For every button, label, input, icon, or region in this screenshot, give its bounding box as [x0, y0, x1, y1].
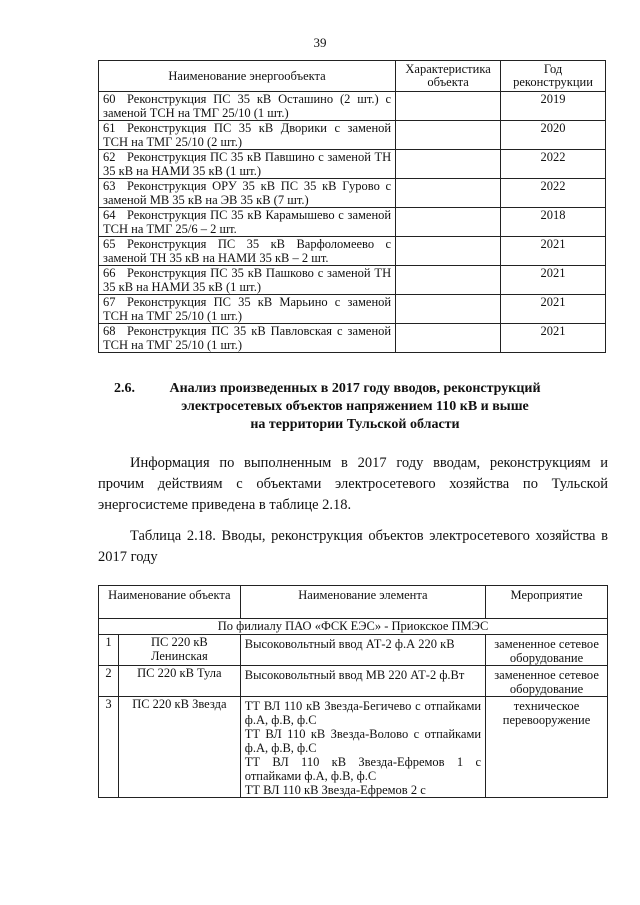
table-row	[99, 237, 606, 266]
year-cell: 2021	[501, 266, 606, 295]
element-line: ТТ ВЛ 110 кВ Звезда-Бегичево с отпайками ф.А, ф.В, ф.С	[244, 699, 482, 727]
header-year: Год реконструкции	[501, 61, 606, 92]
table-row	[99, 121, 606, 150]
table-caption: Таблица 2.18. Вводы, реконструкция объектов электросетевого хозяйства в 2017 году	[98, 528, 608, 565]
action-cell: техническое перевооружение	[486, 697, 608, 798]
characteristic-cell	[396, 179, 501, 208]
row-number: 62	[103, 150, 116, 164]
characteristic-cell	[396, 208, 501, 237]
element-line: Высоковольтный ввод АТ-2 ф.А 220 кВ	[244, 637, 455, 651]
header-action: Мероприятие	[486, 586, 608, 619]
table-row	[99, 324, 606, 353]
characteristic-cell	[396, 295, 501, 324]
row-number: 65	[103, 237, 116, 251]
object-name-cell: ПС 220 кВ Ленинская	[118, 635, 240, 666]
object-name-cell: ПС 220 кВ Тула	[118, 666, 240, 697]
table-row	[99, 150, 606, 179]
row-number: 66	[103, 266, 116, 280]
row-number: 64	[103, 208, 116, 222]
object-name: Реконструкция ПС 35 кВ Карамышево с заменой ТСН на ТМГ 25/6 – 2 шт.	[103, 208, 392, 236]
year-cell: 2021	[501, 324, 606, 353]
inputs-table	[98, 585, 608, 798]
row-number: 1	[99, 635, 119, 666]
body-paragraph: Информация по выполненным в 2017 году вводам, реконструкциям и прочим действиям с объектами электросетевого хозяйства по Тульской энергосистеме приведена в таблице 2.18.	[98, 455, 608, 513]
element-cell	[240, 635, 485, 666]
section-heading	[100, 380, 610, 434]
object-name-cell	[99, 324, 396, 353]
table-row	[99, 697, 608, 798]
year-cell: 2022	[501, 150, 606, 179]
element-line: ТТ ВЛ 110 кВ Звезда-Волово с отпайками ф.А, ф.В, ф.С	[244, 727, 482, 755]
row-number: 67	[103, 295, 116, 309]
header-characteristic: Характеристика объекта	[396, 61, 501, 92]
section-title-line2: электросетевых объектов напряжением 110 кВ и выше	[181, 399, 529, 414]
row-number: 61	[103, 121, 116, 135]
element-line: ТТ ВЛ 110 кВ Звезда-Ефремов 1 с отпайками ф.А, ф.В, ф.С	[244, 755, 482, 783]
object-name-cell	[99, 295, 396, 324]
action-cell: замененное сетевое оборудование	[486, 666, 608, 697]
characteristic-cell	[396, 150, 501, 179]
object-name: Реконструкция ПС 35 кВ Павловская с заменой ТСН на ТМГ 25/10 (1 шт.)	[103, 324, 392, 352]
year-cell: 2021	[501, 295, 606, 324]
year-cell: 2020	[501, 121, 606, 150]
object-name: Реконструкция ПС 35 кВ Марьино с заменой ТСН на ТМГ 25/10 (1 шт.)	[103, 295, 392, 323]
year-cell: 2021	[501, 237, 606, 266]
element-line: ТТ ВЛ 110 кВ Звезда-Ефремов 2 с	[244, 783, 426, 797]
year-cell: 2018	[501, 208, 606, 237]
year-cell: 2022	[501, 179, 606, 208]
object-name-cell	[99, 121, 396, 150]
branch-subheader: По филиалу ПАО «ФСК ЕЭС» - Приокское ПМЭС	[99, 619, 608, 635]
table-row	[99, 666, 608, 697]
object-name-cell	[99, 237, 396, 266]
object-name-cell: ПС 220 кВ Звезда	[118, 697, 240, 798]
object-name-cell	[99, 266, 396, 295]
section-number: 2.6.	[114, 381, 135, 396]
table-row	[99, 179, 606, 208]
year-cell: 2019	[501, 92, 606, 121]
page-number: 39	[313, 35, 327, 50]
element-cell	[240, 697, 485, 798]
element-cell	[240, 666, 485, 697]
row-number: 2	[99, 666, 119, 697]
object-name: Реконструкция ПС 35 кВ Пашково с заменой ТН 35 кВ на НАМИ 35 кВ (1 шт.)	[103, 266, 392, 294]
header-element: Наименование элемента	[240, 586, 485, 619]
action-cell: замененное сетевое оборудование	[486, 635, 608, 666]
table-row	[99, 92, 606, 121]
row-number: 60	[103, 92, 116, 106]
characteristic-cell	[396, 237, 501, 266]
header-object-name: Наименование энергообъекта	[99, 61, 396, 92]
object-name: Реконструкция ОРУ 35 кВ ПС 35 кВ Гурово с заменой МВ 35 кВ на ЭВ 35 кВ (7 шт.)	[103, 179, 392, 207]
object-name-cell	[99, 150, 396, 179]
object-name: Реконструкция ПС 35 кВ Осташино (2 шт.) с заменой ТСН на ТМГ 25/10 (1 шт.)	[103, 92, 392, 120]
characteristic-cell	[396, 121, 501, 150]
object-name-cell	[99, 208, 396, 237]
row-number: 63	[103, 179, 116, 193]
table-row	[99, 635, 608, 666]
object-name: Реконструкция ПС 35 кВ Дворики с заменой ТСН на ТМГ 25/10 (2 шт.)	[103, 121, 392, 149]
characteristic-cell	[396, 92, 501, 121]
row-number: 68	[103, 324, 116, 338]
table-row	[99, 295, 606, 324]
characteristic-cell	[396, 324, 501, 353]
table-row	[99, 266, 606, 295]
element-line: Высоковольтный ввод МВ 220 АТ-2 ф.Вт	[244, 668, 465, 682]
row-number: 3	[99, 697, 119, 798]
section-title-line3: на территории Тульской области	[250, 417, 460, 432]
section-title-line1: Анализ произведенных в 2017 году вводов, реконструкций	[169, 381, 541, 396]
object-name-cell	[99, 92, 396, 121]
characteristic-cell	[396, 266, 501, 295]
reconstruction-table	[98, 60, 606, 353]
object-name: Реконструкция ПС 35 кВ Павшино с заменой ТН 35 кВ на НАМИ 35 кВ (1 шт.)	[103, 150, 392, 178]
table-row	[99, 208, 606, 237]
object-name-cell	[99, 179, 396, 208]
header-object: Наименование объекта	[99, 586, 241, 619]
object-name: Реконструкция ПС 35 кВ Варфоломеево с заменой ТН 35 кВ на НАМИ 35 кВ – 2 шт.	[103, 237, 392, 265]
